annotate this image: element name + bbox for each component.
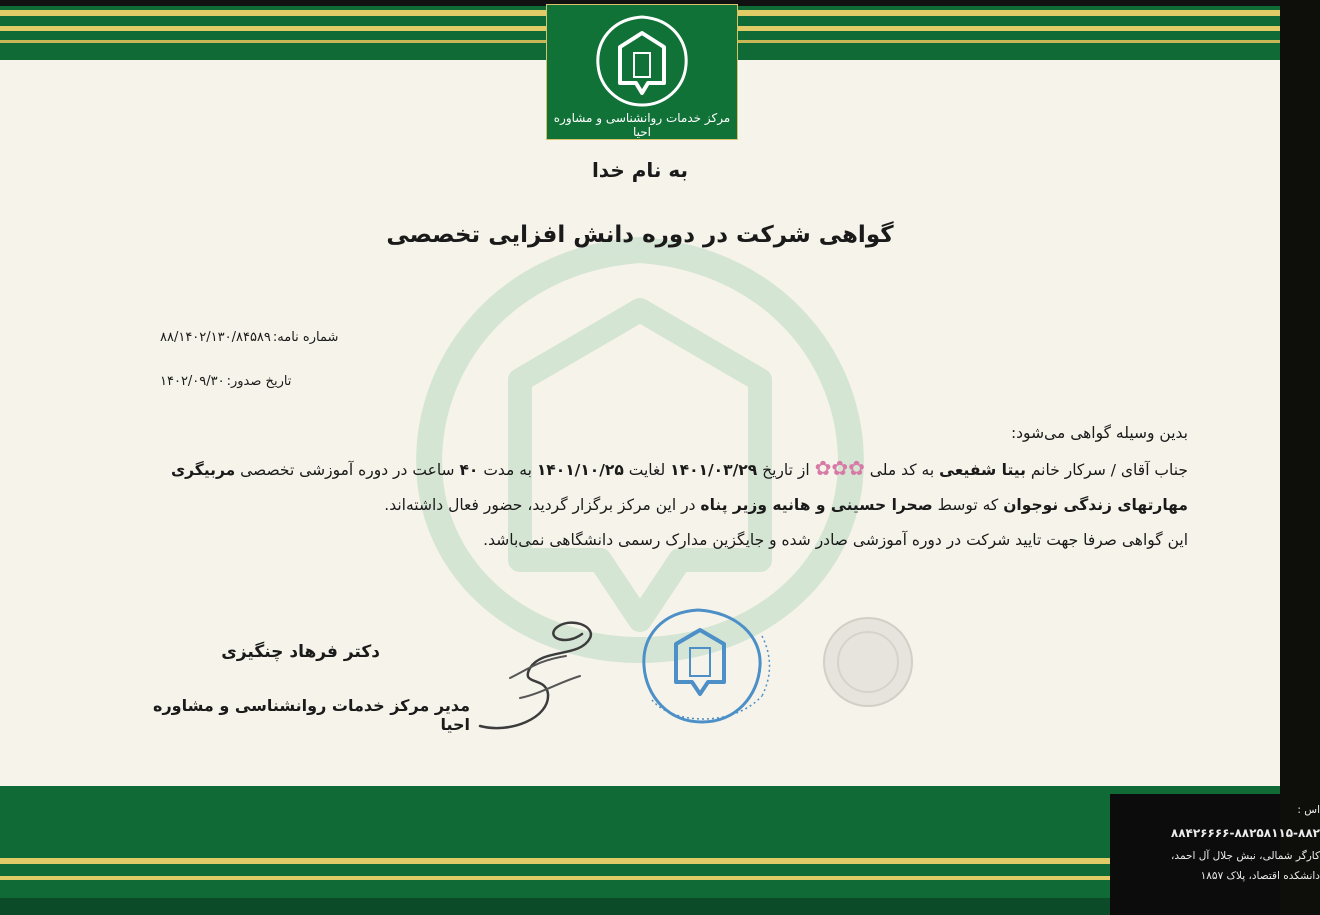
invocation-heading: به نام خدا (591, 158, 689, 182)
letter-number-value: ۸۸/۱۴۰۲/۱۳۰/۸۴۵۸۹ (160, 330, 271, 345)
text-segment: لغایت (623, 461, 671, 479)
bottom-border-band (0, 786, 1280, 915)
text-segment: در این مرکز برگزار گردید، حضور فعال داشته‌اند. (384, 496, 701, 514)
text-segment: از تاریخ (757, 461, 815, 479)
letter-number (160, 330, 380, 345)
issue-date-label: تاریخ صدور: (226, 374, 292, 389)
signatory-name: دکتر فرهاد چنگیزی (221, 642, 380, 662)
logo-caption: مرکز خدمات روانشناسی و مشاوره احیا (553, 111, 731, 139)
body-paragraph-1 (166, 451, 1188, 523)
start-date: ۱۴۰۱/۰۳/۲۹ (670, 461, 758, 479)
logo-emblem-icon (582, 9, 702, 109)
contact-info (1110, 794, 1320, 915)
issue-date-value: ۱۴۰۲/۰۹/۳۰ (160, 374, 225, 389)
embossed-seal (818, 612, 918, 712)
contact-address-line-2: دانشکده اقتصاد، پلاک ۱۸۵۷ (1200, 870, 1320, 882)
text-segment: که توسط (932, 496, 1004, 514)
contact-phones: ۸۸۴۲۶۶۶۶-۸۸۲۵۸۱۱۵-۸۸۲ (1170, 826, 1320, 840)
course-name: مربیگری مهارتهای زندگی نوجوان (170, 461, 1188, 514)
certificate-body (166, 416, 1188, 558)
issue-date (160, 374, 380, 389)
handwritten-signature (470, 598, 610, 738)
letter-number-label: شماره نامه: (272, 330, 339, 345)
body-paragraph-2: این گواهی صرفا جهت تایید شرکت در دوره آموزشی صادر شده و جایگزین مدارک رسمی دانشگاهی نمی‌باشد. (483, 531, 1188, 549)
bottom-gold-stripe (0, 876, 1280, 880)
person-name: بیتا شفیعی (939, 461, 1026, 479)
course-hours: ۴۰ (459, 461, 479, 479)
text-segment: به مدت (478, 461, 537, 479)
end-date: ۱۴۰۱/۱۰/۲۵ (536, 461, 624, 479)
instructors: صحرا حسینی و هانیه وزیر پناه (700, 496, 933, 514)
text-segment: ساعت در دوره آموزشی تخصصی (235, 461, 460, 479)
signatory-role: مدیر مرکز خدمات روانشناسی و مشاوره احیا (153, 696, 470, 734)
contact-address-line-1: کارگر شمالی، نبش جلال آل احمد، (1171, 850, 1320, 862)
contact-label: اس : (1297, 804, 1320, 816)
blue-stamp (612, 596, 792, 736)
body-intro: بدین وسیله گواهی می‌شود: (1010, 424, 1188, 442)
bottom-gold-stripe (0, 858, 1280, 864)
text-segment: جناب آقای / سرکار خانم (1025, 461, 1188, 479)
center-logo (546, 4, 738, 140)
text-segment: به کد ملی (864, 461, 940, 479)
certificate-title: گواهی شرکت در دوره دانش افزایی تخصصی (386, 222, 894, 248)
masked-national-code: ✿✿✿ (814, 456, 865, 480)
bottom-dark-stripe (0, 898, 1280, 915)
